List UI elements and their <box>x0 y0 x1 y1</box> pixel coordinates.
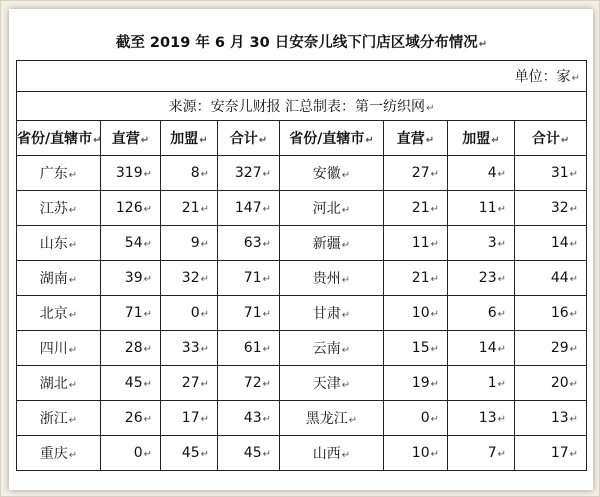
cell-total-1: 43 ↵ <box>218 401 280 436</box>
header-province-2: 省份/直辖市 ↵ <box>280 121 384 156</box>
cell-total-2: 44 ↵ <box>515 261 587 296</box>
cell-total-1: 72 ↵ <box>218 366 280 401</box>
cell-province-1: 北京 ↵ <box>17 296 101 331</box>
header-direct-1: 直营 ↵ <box>101 121 161 156</box>
cell-franchise-2: 3 ↵ <box>448 226 515 261</box>
cell-total-2: 20 ↵ <box>515 366 587 401</box>
cell-direct-1: 71 ↵ <box>101 296 161 331</box>
table-row <box>17 226 587 261</box>
header-province-1: 省份/直辖市 ↵ <box>17 121 101 156</box>
cell-direct-1: 54 ↵ <box>101 226 161 261</box>
cell-franchise-1: 21 ↵ <box>161 191 218 226</box>
cell-total-1: 71 ↵ <box>218 261 280 296</box>
cell-franchise-1: 8 ↵ <box>161 156 218 191</box>
header-franchise-2: 加盟 ↵ <box>448 121 515 156</box>
cell-direct-1: 126 ↵ <box>101 191 161 226</box>
cell-province-1: 浙江 ↵ <box>17 401 101 436</box>
table-row <box>17 261 587 296</box>
table-row <box>17 436 587 471</box>
cell-province-2: 山西 ↵ <box>280 436 384 471</box>
unit-row <box>17 61 587 92</box>
header-franchise-1: 加盟 ↵ <box>161 121 218 156</box>
cell-total-1: 327 ↵ <box>218 156 280 191</box>
cell-franchise-1: 32 ↵ <box>161 261 218 296</box>
cell-direct-1: 319 ↵ <box>101 156 161 191</box>
table-row <box>17 366 587 401</box>
cell-franchise-1: 45 ↵ <box>161 436 218 471</box>
cell-province-1: 重庆 ↵ <box>17 436 101 471</box>
cell-total-1: 61 ↵ <box>218 331 280 366</box>
cell-province-1: 山东 ↵ <box>17 226 101 261</box>
cell-total-2: 31 ↵ <box>515 156 587 191</box>
cell-province-2: 贵州 ↵ <box>280 261 384 296</box>
cell-franchise-2: 1 ↵ <box>448 366 515 401</box>
cell-province-1: 湖北 ↵ <box>17 366 101 401</box>
cell-province-2: 河北 ↵ <box>280 191 384 226</box>
table-row <box>17 401 587 436</box>
header-total-2: 合计 ↵ <box>515 121 587 156</box>
cell-total-2: 14 ↵ <box>515 226 587 261</box>
cell-direct-1: 0 ↵ <box>101 436 161 471</box>
cell-direct-1: 26 ↵ <box>101 401 161 436</box>
title-row <box>17 22 587 61</box>
table-row <box>17 331 587 366</box>
cell-total-1: 147 ↵ <box>218 191 280 226</box>
cell-province-2: 黑龙江 ↵ <box>280 401 384 436</box>
cell-direct-2: 27 ↵ <box>384 156 448 191</box>
cell-franchise-2: 4 ↵ <box>448 156 515 191</box>
table-row <box>17 296 587 331</box>
cell-total-2: 16 ↵ <box>515 296 587 331</box>
cell-direct-2: 10 ↵ <box>384 296 448 331</box>
header-direct-2: 直营 ↵ <box>384 121 448 156</box>
cell-franchise-1: 27 ↵ <box>161 366 218 401</box>
cell-province-2: 云南 ↵ <box>280 331 384 366</box>
source-row <box>17 92 587 121</box>
cell-total-2: 29 ↵ <box>515 331 587 366</box>
store-distribution-table <box>16 22 587 471</box>
cell-direct-2: 15 ↵ <box>384 331 448 366</box>
cell-province-1: 广东 ↵ <box>17 156 101 191</box>
cell-franchise-2: 14 ↵ <box>448 331 515 366</box>
table-row <box>17 191 587 226</box>
cell-franchise-1: 33 ↵ <box>161 331 218 366</box>
cell-direct-2: 0 ↵ <box>384 401 448 436</box>
cell-franchise-2: 23 ↵ <box>448 261 515 296</box>
cell-province-1: 四川 ↵ <box>17 331 101 366</box>
cell-province-2: 天津 ↵ <box>280 366 384 401</box>
cell-franchise-1: 17 ↵ <box>161 401 218 436</box>
table-row <box>17 156 587 191</box>
cell-direct-2: 19 ↵ <box>384 366 448 401</box>
cell-total-2: 32 ↵ <box>515 191 587 226</box>
cell-province-1: 江苏 ↵ <box>17 191 101 226</box>
cell-direct-2: 11 ↵ <box>384 226 448 261</box>
cell-direct-1: 28 ↵ <box>101 331 161 366</box>
header-total-1: 合计 ↵ <box>218 121 280 156</box>
cell-province-2: 甘肃 ↵ <box>280 296 384 331</box>
cell-total-2: 13 ↵ <box>515 401 587 436</box>
cell-direct-1: 39 ↵ <box>101 261 161 296</box>
cell-total-1: 71 ↵ <box>218 296 280 331</box>
document-sheet <box>9 9 593 490</box>
cell-province-2: 安徽 ↵ <box>280 156 384 191</box>
cell-total-1: 63 ↵ <box>218 226 280 261</box>
cell-franchise-1: 0 ↵ <box>161 296 218 331</box>
cell-franchise-2: 6 ↵ <box>448 296 515 331</box>
source-label: 来源：安奈儿财报 汇总制表：第一纺织网 ↵ <box>17 92 587 121</box>
cell-direct-1: 45 ↵ <box>101 366 161 401</box>
unit-label: 单位：家 ↵ <box>17 61 587 92</box>
cell-total-1: 45 ↵ <box>218 436 280 471</box>
cell-franchise-1: 9 ↵ <box>161 226 218 261</box>
cell-franchise-2: 11 ↵ <box>448 191 515 226</box>
cell-province-1: 湖南 ↵ <box>17 261 101 296</box>
cell-direct-2: 21 ↵ <box>384 191 448 226</box>
cell-direct-2: 21 ↵ <box>384 261 448 296</box>
header-row <box>17 121 587 156</box>
cell-direct-2: 10 ↵ <box>384 436 448 471</box>
table-title: 截至 2019 年 6 月 30 日安奈儿线下门店区域分布情况 ↵ <box>17 22 587 61</box>
cell-province-2: 新疆 ↵ <box>280 226 384 261</box>
cell-franchise-2: 7 ↵ <box>448 436 515 471</box>
cell-franchise-2: 13 ↵ <box>448 401 515 436</box>
cell-total-2: 17 ↵ <box>515 436 587 471</box>
